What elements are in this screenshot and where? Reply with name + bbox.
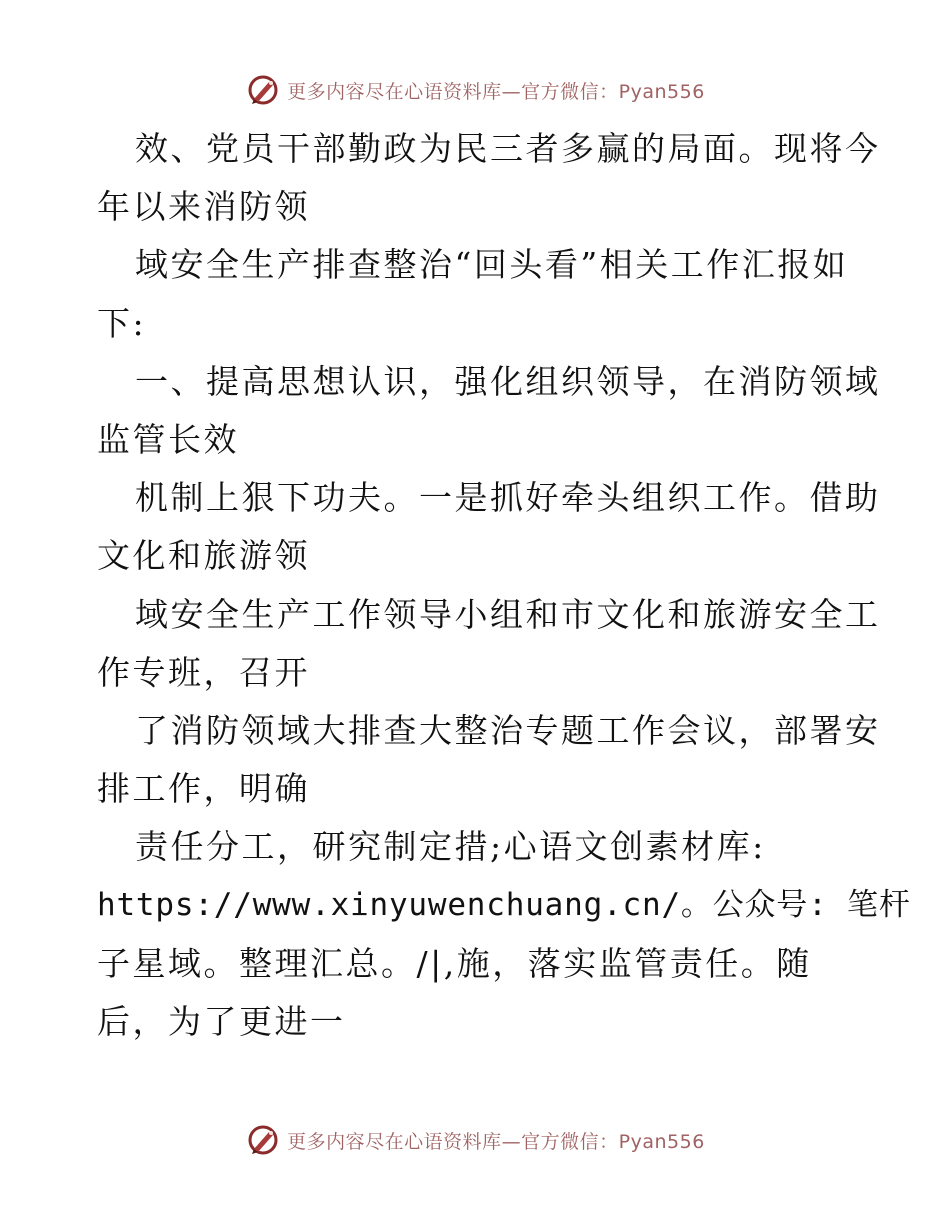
body-line: 文化和旅游领 bbox=[97, 536, 310, 576]
body-line: 域安全生产排查整治“回头看”相关工作汇报如 bbox=[135, 245, 849, 285]
document-body bbox=[97, 120, 911, 1051]
body-line: 下: bbox=[97, 303, 147, 343]
body-line: 了消防领域大排查大整治专题工作会议，部署安 bbox=[135, 710, 881, 750]
header-watermark-text: 更多内容尽在心语资料库—官方微信：Pyan556 bbox=[287, 80, 705, 103]
body-line: 作专班，召开 bbox=[97, 652, 310, 692]
footer-watermark-banner bbox=[0, 1118, 950, 1162]
header-watermark-banner bbox=[0, 68, 950, 112]
pen-circle-logo-icon bbox=[245, 1122, 281, 1158]
body-line: 后，为了更进一 bbox=[97, 1001, 346, 1041]
body-line: 一、提高思想认识，强化组织领导，在消防领域 bbox=[135, 361, 881, 401]
body-line: 效、党员干部勤政为民三者多赢的局面。现将今 bbox=[135, 129, 881, 168]
body-line: 监管长效 bbox=[97, 419, 239, 459]
body-line: 年以来消防领 bbox=[97, 187, 310, 227]
pen-circle-logo-icon bbox=[245, 72, 281, 108]
footer-watermark-text: 更多内容尽在心语资料库—官方微信：Pyan556 bbox=[287, 1130, 705, 1153]
body-line: 机制上狠下功夫。一是抓好牵头组织工作。借助 bbox=[135, 478, 881, 518]
body-line: 域安全生产工作领导小组和市文化和旅游安全工 bbox=[135, 594, 881, 634]
body-line-url: https://www.xinyuwenchuang.cn/。公众号: 笔杆 bbox=[97, 887, 911, 924]
body-line: 排工作，明确 bbox=[97, 769, 310, 809]
body-line: 责任分工，研究制定措;心语文创素材库: bbox=[135, 827, 766, 867]
body-line: 子星域。整理汇总。/|,施，落实监管责任。随 bbox=[97, 943, 812, 983]
